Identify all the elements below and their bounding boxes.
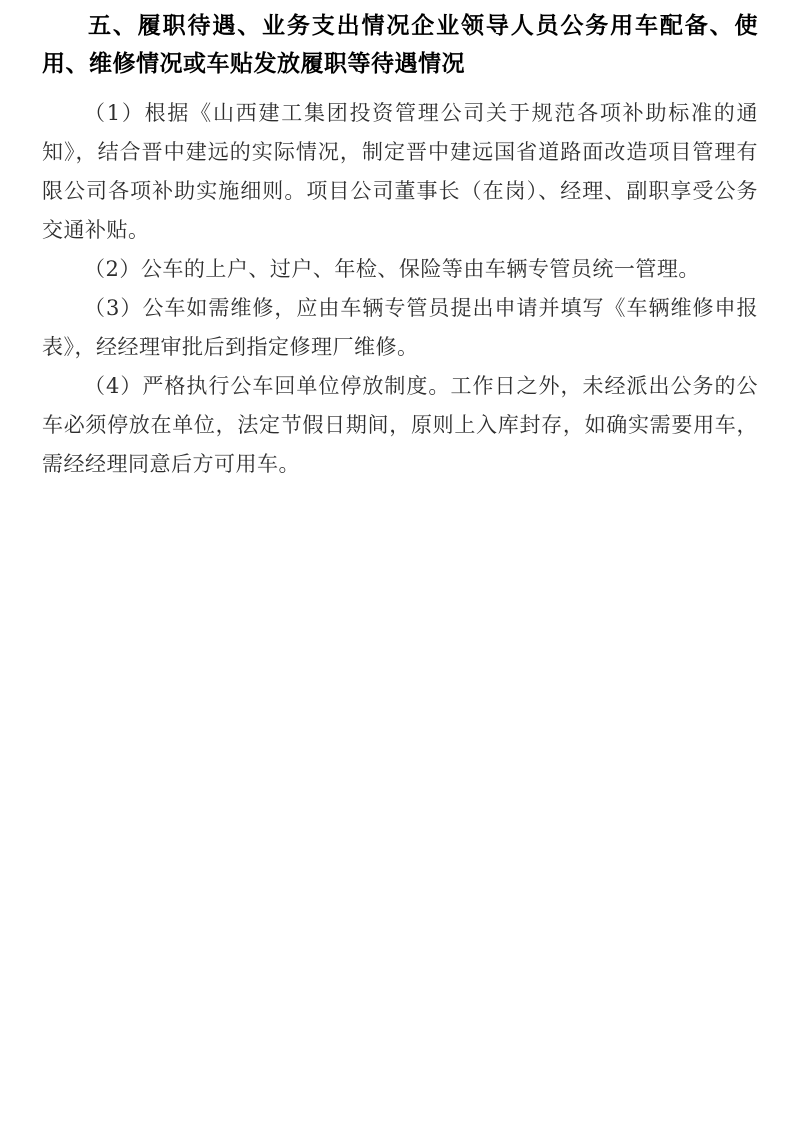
paragraph-car-parking: （4）严格执行公车回单位停放制度。工作日之外，未经派出公务的公车必须停放在单位，法定节假日期间，原则上入库封存，如确实需要用车，需经经理同意后方可用车。: [42, 374, 758, 476]
paragraph-car-repair: （3）公车如需维修，应由车辆专管员提出申请并填写《车辆维修申报表》，经经理审批后到指定修理厂维修。: [42, 296, 758, 359]
section-heading: 五、履职待遇、业务支出情况企业领导人员公务用车配备、使用、维修情况或车贴发放履职等待遇情况: [42, 12, 758, 76]
paragraph-car-subsidy: （1）根据《山西建工集团投资管理公司关于规范各项补助标准的通知》，结合晋中建远的实际情况，制定晋中建远国省道路面改造项目管理有限公司各项补助实施细则。项目公司董事长（在岗）、经理、副职享受公务交通补贴。: [42, 101, 758, 242]
paragraph-car-registration: （2）公车的上户、过户、年检、保险等由车辆专管员统一管理。: [84, 257, 700, 281]
